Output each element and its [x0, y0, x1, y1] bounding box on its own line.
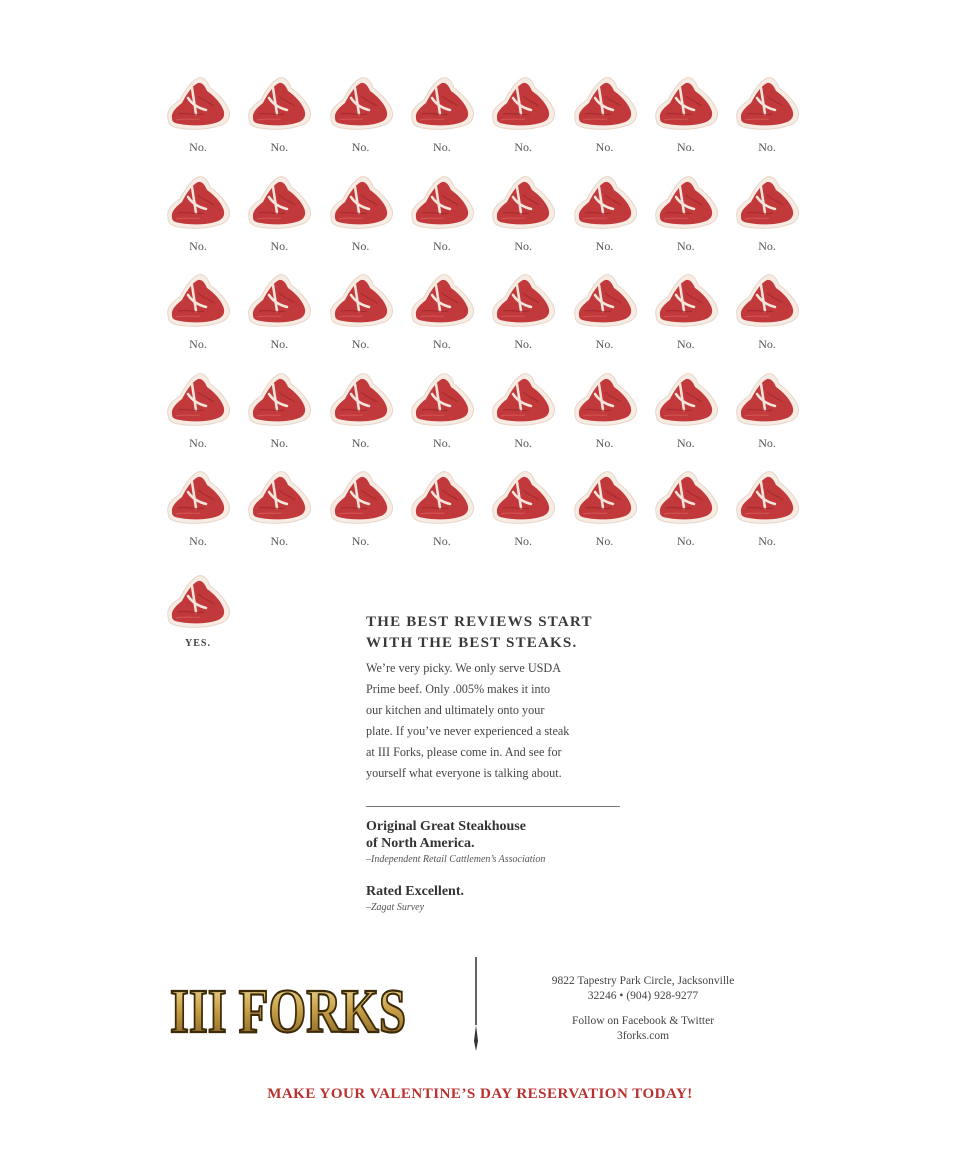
steak-item — [325, 271, 397, 361]
steak-icon — [569, 271, 641, 333]
steak-item — [243, 173, 315, 263]
steak-item — [650, 74, 722, 164]
steak-label: No. — [433, 435, 451, 450]
steak-item — [243, 271, 315, 361]
knife-divider-icon — [466, 955, 486, 1055]
website-link[interactable]: 3forks.com — [616, 1030, 670, 1042]
body-line: yourself what everyone is talking about. — [366, 766, 562, 780]
accolade-1 — [366, 818, 545, 865]
steak-label: No. — [676, 435, 695, 450]
steak-icon — [406, 468, 478, 530]
steak-label: No. — [676, 337, 695, 351]
steak-label: No. — [514, 140, 533, 154]
steak-icon — [731, 173, 803, 235]
steak-label: No. — [433, 337, 451, 351]
steak-item — [325, 74, 397, 164]
steak-item — [406, 468, 478, 558]
headline — [366, 612, 646, 654]
steak-icon — [569, 370, 641, 432]
headline-line-1: THE BEST REVIEWS START — [366, 614, 593, 630]
steak-label: No. — [595, 238, 614, 253]
steak-icon — [162, 173, 234, 235]
steak-icon — [487, 271, 559, 333]
steak-icon — [406, 74, 478, 136]
steak-label: No. — [433, 534, 451, 548]
steak-label: No. — [514, 238, 533, 253]
steak-item — [650, 468, 722, 558]
steak-label: No. — [351, 435, 370, 450]
steak-icon — [487, 468, 559, 530]
divider-rule — [366, 806, 620, 807]
steak-label: No. — [351, 337, 370, 351]
steak-label: No. — [433, 140, 451, 154]
steak-label: No. — [351, 534, 370, 548]
steak-icon — [487, 370, 559, 432]
steak-label: No. — [595, 534, 614, 548]
steak-label: No. — [676, 534, 695, 548]
accolade-title-line-2: of North America. — [366, 836, 475, 851]
steak-icon — [406, 271, 478, 333]
steak-label: No. — [270, 534, 289, 548]
steak-item — [731, 271, 803, 361]
steak-label: No. — [758, 534, 776, 548]
steak-icon — [162, 468, 234, 530]
steak-label: No. — [351, 238, 370, 253]
steak-icon — [243, 370, 315, 432]
steak-item — [487, 370, 559, 460]
steak-item — [406, 74, 478, 164]
steak-label: No. — [758, 435, 776, 450]
steak-item — [731, 173, 803, 263]
body-line: at III Forks, please come in. And see for — [366, 745, 562, 759]
steak-item — [569, 74, 641, 164]
steak-item — [731, 370, 803, 460]
steak-label: No. — [595, 140, 614, 154]
steak-icon — [406, 173, 478, 235]
steak-icon — [650, 370, 722, 432]
steak-item — [650, 271, 722, 361]
steak-label: No. — [270, 238, 289, 253]
steak-icon — [325, 468, 397, 530]
accolade-title: Rated Excellent. — [366, 884, 464, 899]
steak-item — [243, 468, 315, 558]
steak-label: No. — [189, 534, 207, 548]
steak-icon — [487, 74, 559, 136]
steak-label: No. — [758, 337, 776, 351]
steak-icon — [569, 468, 641, 530]
steak-icon — [162, 271, 234, 333]
steak-icon — [325, 271, 397, 333]
body-line: our kitchen and ultimately onto your — [366, 703, 545, 717]
steak-label: No. — [595, 435, 614, 450]
accolade-source: –Independent Retail Cattlemen’s Association — [366, 854, 546, 865]
steak-label: No. — [351, 140, 370, 154]
steak-label: No. — [189, 238, 207, 253]
steak-icon — [406, 370, 478, 432]
steak-label: No. — [758, 140, 776, 154]
steak-icon — [487, 173, 559, 235]
steak-item — [569, 271, 641, 361]
steak-label: No. — [270, 337, 289, 351]
steak-item — [487, 74, 559, 164]
steak-yes — [162, 572, 234, 662]
steak-icon — [243, 173, 315, 235]
steak-item — [569, 370, 641, 460]
steak-item — [325, 173, 397, 263]
steak-icon — [731, 271, 803, 333]
steak-icon — [243, 271, 315, 333]
steak-label: No. — [676, 238, 695, 253]
steak-icon — [650, 74, 722, 136]
steak-item — [406, 271, 478, 361]
steak-icon — [569, 74, 641, 136]
steak-icon — [162, 572, 234, 634]
accolade-source: –Zagat Survey — [366, 902, 425, 913]
ad-copy — [366, 612, 646, 784]
steak-label: No. — [514, 435, 533, 450]
steak-item — [325, 370, 397, 460]
steak-item — [731, 74, 803, 164]
steak-item — [406, 173, 478, 263]
steak-icon — [650, 468, 722, 530]
steak-item — [325, 468, 397, 558]
body-line: Prime beef. Only .005% makes it into — [366, 682, 551, 696]
accolade-title-line-1: Original Great Steakhouse — [366, 819, 526, 834]
steak-label: No. — [189, 140, 207, 154]
headline-line-2: WITH THE BEST STEAKS. — [366, 635, 578, 651]
steak-icon — [731, 74, 803, 136]
steak-icon — [243, 74, 315, 136]
steak-item — [162, 74, 234, 164]
logo-text: III FORKS — [170, 978, 406, 1046]
steak-label: No. — [189, 337, 207, 351]
steak-yes-label: YES. — [185, 638, 211, 649]
accolade-2 — [366, 883, 464, 913]
steak-label: No. — [676, 140, 695, 154]
steak-item — [487, 271, 559, 361]
steak-item — [162, 271, 234, 361]
reservation-cta[interactable]: MAKE YOUR VALENTINE’S DAY RESERVATION TODAY! — [267, 1086, 693, 1102]
steak-icon — [325, 173, 397, 235]
steak-label: No. — [514, 534, 533, 548]
steak-label: No. — [758, 238, 776, 253]
steak-icon — [650, 173, 722, 235]
steak-icon — [569, 173, 641, 235]
accolade-title — [366, 818, 545, 852]
steak-item — [162, 370, 234, 460]
address-line-1: 9822 Tapestry Park Circle, Jacksonville — [551, 975, 735, 987]
steak-item — [162, 173, 234, 263]
steak-label: No. — [270, 435, 289, 450]
steak-label: No. — [433, 238, 451, 253]
body-line: plate. If you’ve never experienced a steak — [366, 724, 570, 738]
contact-block — [530, 974, 756, 1044]
steak-icon — [243, 468, 315, 530]
body-text — [366, 658, 636, 784]
steak-item — [650, 370, 722, 460]
steak-icon — [325, 74, 397, 136]
steak-item — [406, 370, 478, 460]
steak-item — [569, 173, 641, 263]
body-line: We’re very picky. We only serve USDA — [366, 661, 562, 675]
steak-icon — [162, 74, 234, 136]
steak-icon — [325, 370, 397, 432]
steak-label: No. — [595, 337, 614, 351]
steak-item — [731, 468, 803, 558]
steak-label: No. — [189, 435, 207, 450]
steak-icon — [731, 468, 803, 530]
steak-item — [650, 173, 722, 263]
steak-item — [162, 468, 234, 558]
address-line-2: 32246 • (904) 928-9277 — [587, 990, 699, 1002]
steak-icon — [162, 370, 234, 432]
steak-label: No. — [514, 337, 533, 351]
steak-item — [487, 173, 559, 263]
steak-icon — [731, 370, 803, 432]
steak-item — [243, 370, 315, 460]
follow-line: Follow on Facebook & Twitter — [571, 1015, 715, 1027]
steak-item — [243, 74, 315, 164]
iii-forks-logo — [166, 960, 416, 1050]
steak-item — [569, 468, 641, 558]
steak-item — [487, 468, 559, 558]
steak-label: No. — [270, 140, 289, 154]
steak-icon — [650, 271, 722, 333]
